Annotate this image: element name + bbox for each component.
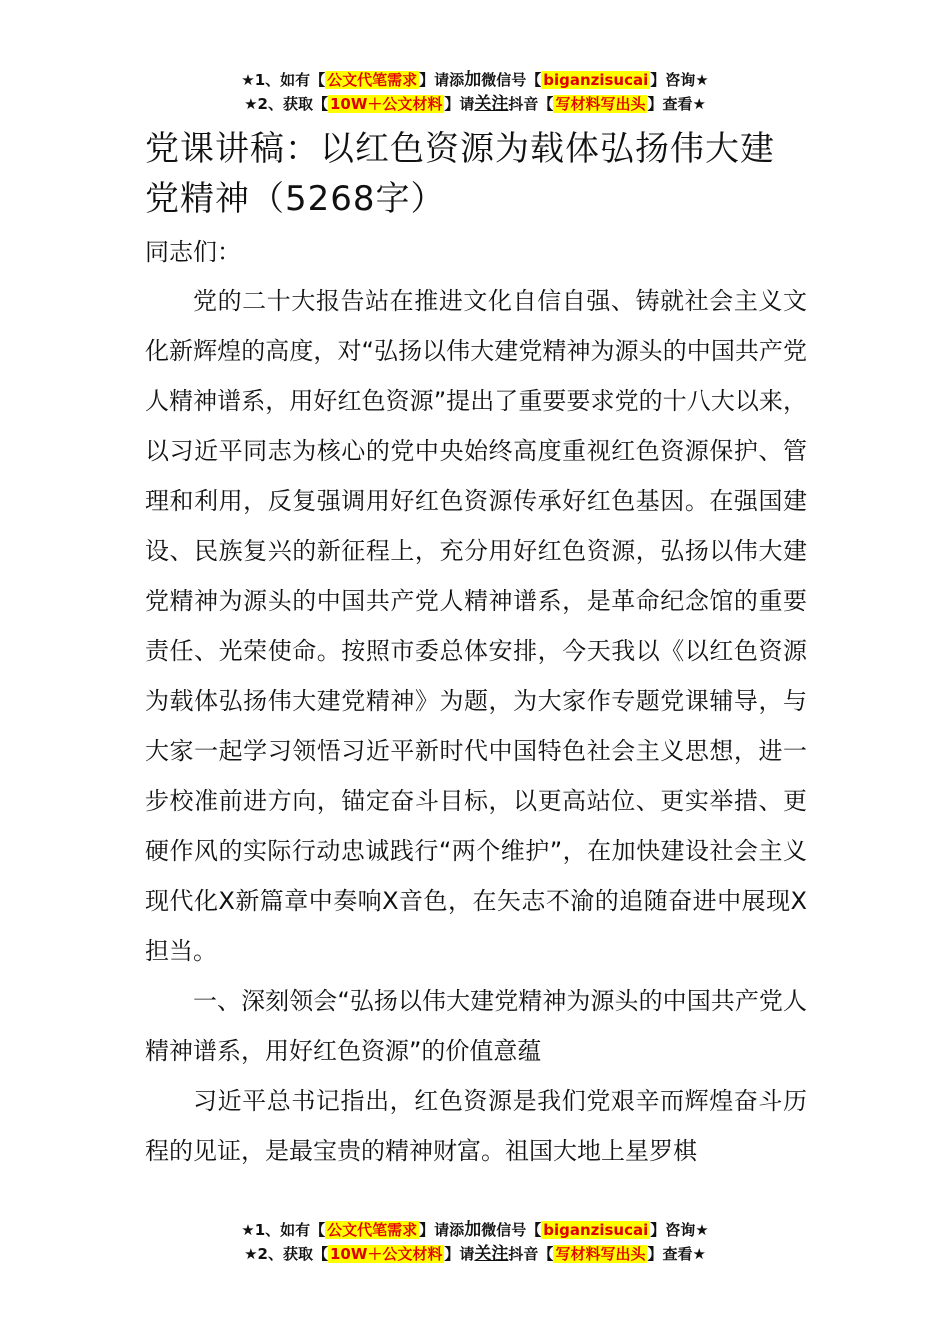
promo-text: 】查看★ xyxy=(647,1245,706,1263)
promo-text: 微信号【 xyxy=(481,1221,542,1239)
promo-text: 抖音【 xyxy=(508,95,554,113)
promo-highlight: 公文代笔需求 xyxy=(327,71,418,89)
document-body xyxy=(145,124,807,1176)
promo-text: 】请 xyxy=(444,95,475,113)
promo-text: ★2、获取【 xyxy=(244,95,328,113)
promo-text: ★2、获取【 xyxy=(244,1245,328,1263)
promo-emphasis: 关注 xyxy=(474,1244,509,1264)
section-heading-1: 一、深刻领会“弘扬以伟大建党精神为源头的中国共产党人精神谱系，用好红色资源”的价值意蕴 xyxy=(145,987,807,1065)
promo-text: ★1、如有【 xyxy=(241,1221,326,1239)
promo-text: 】请添 xyxy=(419,1221,465,1239)
promo-highlight: biganzisucai xyxy=(543,71,649,89)
paragraph-2: 习近平总书记指出，红色资源是我们党艰辛而辉煌奋斗历程的见证，是最宝贵的精神财富。祖国大地上星罗棋 xyxy=(145,1087,807,1165)
paragraph-1: 党的二十大报告站在推进文化自信自强、铸就社会主义文化新辉煌的高度，对“弘扬以伟大建党精神为源头的中国共产党人精神谱系，用好红色资源”提出了重要要求党的十八大以来，以习近平同志为核心的党中央始终高度重视红色资源保护、管理和利用，反复强调用好红色资源传承好红色基因。在强国建设、民族复兴的新征程上，充分用好红色资源，弘扬以伟大建党精神为源头的中国共产党人精神谱系，是革命纪念馆的重要责任、光荣使命。按照市委总体安排，今天我以《以红色资源为载体弘扬伟大建党精神》为题，为大家作专题党课辅导，与大家一起学习领悟习近平新时代中国特色社会主义思想，进一步校准前进方向，锚定奋斗目标，以更高站位、更实举措、更硬作风的实际行动忠诚践行“两个维护”，在加快建设社会主义现代化X新篇章中奏响X音色，在矢志不渝的追随奋进中展现X担当。 xyxy=(145,287,807,965)
promo-line-1 xyxy=(0,1218,950,1242)
promo-text: 】请 xyxy=(444,1245,475,1263)
bottom-promo-banner xyxy=(0,1218,950,1266)
promo-highlight: 10W＋公文材料 xyxy=(329,1245,443,1263)
promo-highlight: biganzisucai xyxy=(543,1221,649,1239)
promo-emphasis: 加 xyxy=(464,1220,482,1240)
document-title: 党课讲稿：以红色资源为载体弘扬伟大建党精神（5268字） xyxy=(145,129,775,219)
promo-highlight: 写材料写出头 xyxy=(555,1245,646,1263)
promo-text: 抖音【 xyxy=(508,1245,554,1263)
promo-text: ★1、如有【 xyxy=(241,71,326,89)
promo-text: 】咨询★ xyxy=(650,71,709,89)
promo-text: 】查看★ xyxy=(647,95,706,113)
promo-highlight: 10W＋公文材料 xyxy=(329,95,443,113)
promo-highlight: 公文代笔需求 xyxy=(327,1221,418,1239)
promo-line-2 xyxy=(0,1242,950,1266)
promo-emphasis: 加 xyxy=(464,70,482,90)
promo-text: 微信号【 xyxy=(481,71,542,89)
top-promo-banner xyxy=(0,68,950,116)
promo-line-2 xyxy=(0,92,950,116)
promo-text: 】咨询★ xyxy=(650,1221,709,1239)
salutation: 同志们： xyxy=(145,238,241,266)
promo-line-1 xyxy=(0,68,950,92)
promo-text: 】请添 xyxy=(419,71,465,89)
promo-emphasis: 关注 xyxy=(474,94,509,114)
promo-highlight: 写材料写出头 xyxy=(555,95,646,113)
